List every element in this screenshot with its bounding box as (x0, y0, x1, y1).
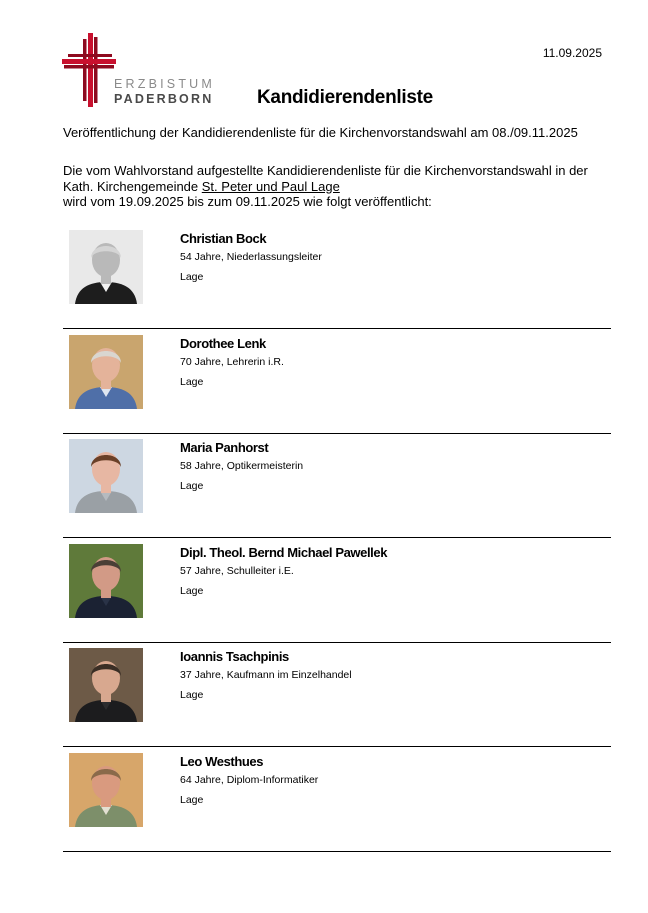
candidate-city: Lage (180, 689, 204, 701)
candidate-age-occupation: 70 Jahre, Lehrerin i.R. (180, 356, 284, 368)
cross-bar (94, 37, 98, 103)
portrait-icon (69, 648, 143, 722)
candidate-name: Leo Westhues (180, 754, 264, 769)
intro-line-1: Die vom Wahlvorstand aufgestellte Kandidierendenliste für die Kirchenvorstandswahl in der (63, 163, 588, 178)
candidate-photo (69, 544, 143, 618)
intro-paragraph (63, 163, 623, 210)
parish-name: St. Peter und Paul Lage (201, 178, 340, 194)
cross-bar (68, 54, 112, 57)
intro-line-2-prefix: Kath. Kirchengemeinde (63, 178, 202, 194)
candidate-name: Maria Panhorst (180, 440, 269, 455)
candidate-photo (69, 335, 143, 409)
intro-line-3: wird vom 19.09.2025 bis zum 09.11.2025 wie folgt veröffentlicht: (63, 194, 432, 209)
publication-subtitle: Veröffentlichung der Kandidierendenliste für die Kirchenvorstandswahl am 08./09.11.2025 (63, 125, 578, 140)
candidate-city: Lage (180, 376, 204, 388)
cross-bar (62, 59, 116, 64)
candidate-name: Dorothee Lenk (180, 336, 266, 351)
portrait-icon (69, 544, 143, 618)
page-title: Kandidierendenliste (257, 87, 433, 108)
logo-erzbistum-paderborn (62, 33, 222, 107)
candidate-age-occupation: 37 Jahre, Kaufmann im Einzelhandel (180, 669, 352, 681)
candidate-entry (63, 223, 611, 329)
logo-line-1: ERZBISTUM (114, 77, 216, 91)
candidate-city: Lage (180, 480, 204, 492)
document-date: 11.09.2025 (542, 46, 602, 60)
candidate-photo (69, 230, 143, 304)
logo-line-2: PADERBORN (114, 92, 214, 106)
portrait-icon (69, 439, 143, 513)
candidate-entry (63, 537, 611, 643)
candidate-age-occupation: 57 Jahre, Schulleiter i.E. (180, 565, 294, 577)
cross-bar (64, 65, 114, 69)
candidate-entry (63, 641, 611, 747)
candidate-city: Lage (180, 794, 204, 806)
candidate-city: Lage (180, 585, 204, 597)
candidate-entry (63, 746, 611, 852)
candidate-entry (63, 328, 611, 434)
candidate-name: Christian Bock (180, 231, 267, 246)
candidate-photo (69, 753, 143, 827)
portrait-icon (69, 753, 143, 827)
candidate-age-occupation: 58 Jahre, Optikermeisterin (180, 460, 304, 472)
candidate-photo (69, 439, 143, 513)
portrait-icon (69, 335, 143, 409)
candidate-age-occupation: 54 Jahre, Niederlassungsleiter (180, 251, 322, 263)
cross-bar (83, 39, 87, 101)
candidate-entry (63, 432, 611, 538)
candidate-name: Ioannis Tsachpinis (180, 649, 289, 664)
candidate-city: Lage (180, 271, 204, 283)
cross-logo-icon (62, 33, 116, 107)
candidate-name: Dipl. Theol. Bernd Michael Pawellek (180, 545, 388, 560)
candidate-photo (69, 648, 143, 722)
portrait-icon (69, 230, 143, 304)
cross-bar (88, 33, 93, 107)
candidate-age-occupation: 64 Jahre, Diplom-Informatiker (180, 774, 319, 786)
